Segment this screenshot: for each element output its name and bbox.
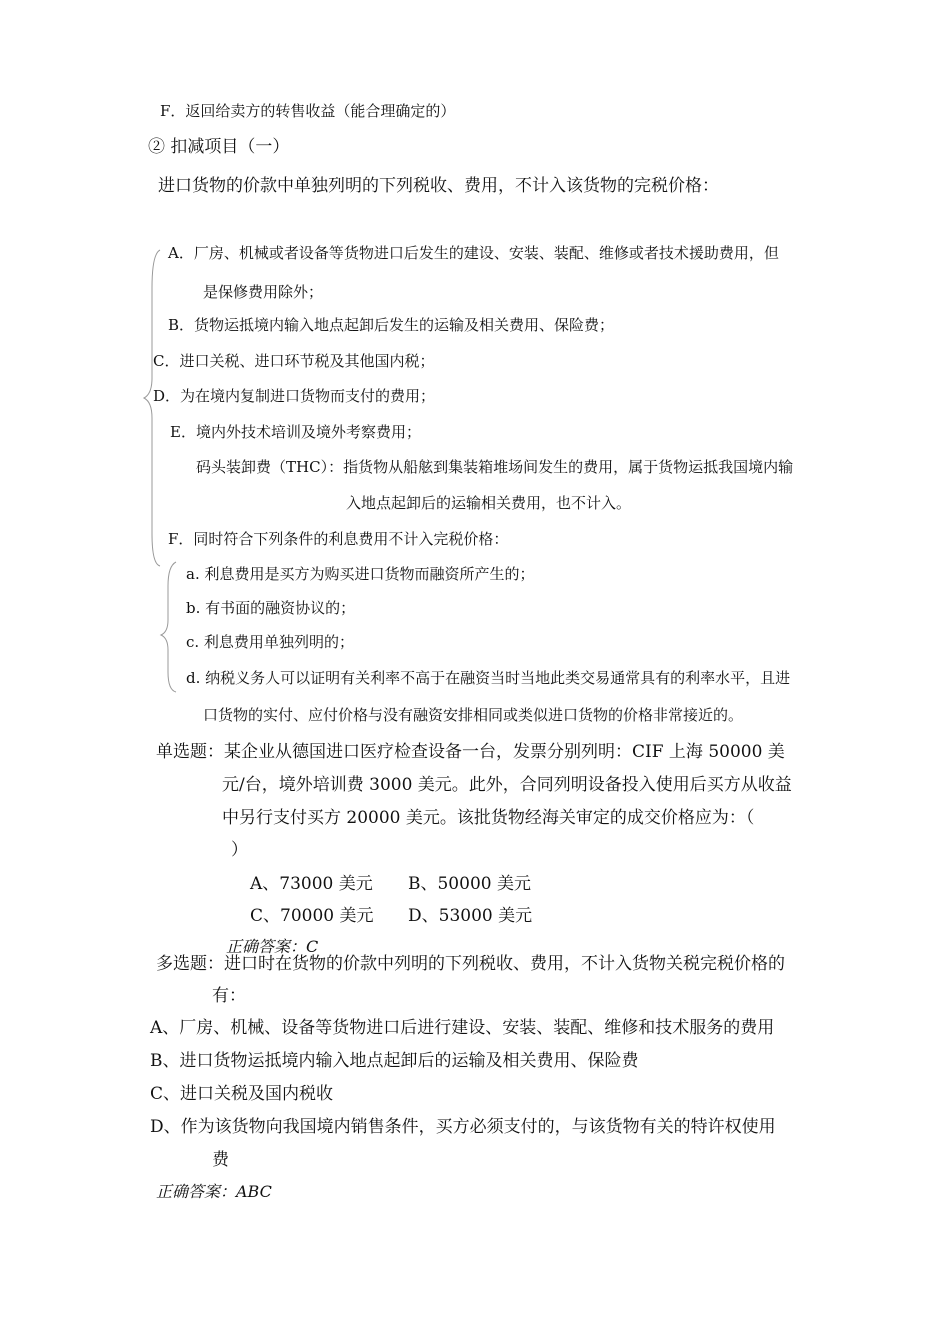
section-intro: 进口货物的价款中单独列明的下列税收、费用，不计入该货物的完税价格：: [158, 176, 719, 196]
interest-condition-a: a. 利息费用是买方为购买进口货物而融资所产生的；: [186, 565, 535, 583]
single-choice-option-b: B、50000 美元: [408, 874, 531, 894]
single-choice-option-a: A、73000 美元: [250, 874, 373, 894]
multi-choice-answer: 正确答案：ABC: [156, 1182, 272, 1201]
single-choice-answer: 正确答案：C: [226, 937, 319, 956]
section-heading: ② 扣减项目（一）: [148, 137, 290, 157]
single-choice-line3: 中另行支付买方 20000 美元。该批货物经海关审定的成交价格应为：（: [222, 808, 755, 828]
multi-choice-option-d-line1: D、作为该货物向我国境内销售条件，买方必须支付的，与该货物有关的特许权使用: [150, 1117, 776, 1137]
deduction-brace: [140, 248, 164, 568]
deduction-c: C．进口关税、进口环节税及其他国内税；: [153, 352, 435, 370]
single-choice-line4: ）: [231, 840, 248, 860]
multi-choice-option-b: B、进口货物运抵境内输入地点起卸后的运输及相关费用、保险费: [150, 1051, 639, 1071]
single-choice-line2: 元/台，境外培训费 3000 美元。此外，合同列明设备投入使用后买方从收益: [222, 775, 792, 795]
interest-condition-b: b. 有书面的融资协议的；: [186, 599, 356, 617]
multi-choice-option-c: C、进口关税及国内税收: [150, 1084, 334, 1104]
interest-condition-d-line2: 口货物的实付、应付价格与没有融资安排相同或类似进口货物的价格非常接近的。: [203, 706, 744, 724]
thc-note-line1: 码头装卸费（THC）：指货物从船舷到集装箱堆场间发生的费用，属于货物运抵我国境内输: [196, 458, 794, 476]
single-choice-line1: 单选题：某企业从德国进口医疗检查设备一台，发票分别列明：CIF 上海 50000 美: [156, 742, 785, 762]
interest-brace: [158, 560, 180, 694]
deduction-d: D．为在境内复制进口货物而支付的费用；: [153, 387, 436, 405]
deduction-f: F．同时符合下列条件的利息费用不计入完税价格：: [168, 530, 509, 548]
single-choice-option-d: D、53000 美元: [408, 906, 533, 926]
deduction-a-line2: 是保修费用除外；: [203, 283, 324, 301]
thc-note-line2: 入地点起卸后的运输相关费用，也不计入。: [346, 494, 632, 512]
multi-choice-line2: 有：: [212, 986, 246, 1006]
single-choice-option-c: C、70000 美元: [250, 906, 374, 926]
multi-choice-line1: 多选题：进口时在货物的价款中列明的下列税收、费用，不计入货物关税完税价格的: [156, 954, 785, 974]
item-f-resale-proceeds: F．返回给卖方的转售收益（能合理确定的）: [160, 102, 456, 120]
interest-condition-c: c. 利息费用单独列明的；: [186, 633, 354, 651]
multi-choice-option-a: A、厂房、机械、设备等货物进口后进行建设、安装、装配、维修和技术服务的费用: [150, 1018, 775, 1038]
interest-condition-d-line1: d. 纳税义务人可以证明有关利率不高于在融资当时当地此类交易通常具有的利率水平，且进: [186, 669, 791, 687]
deduction-e: E．境内外技术培训及境外考察费用；: [170, 423, 421, 441]
deduction-b: B．货物运抵境内输入地点起卸后发生的运输及相关费用、保险费；: [168, 316, 615, 334]
multi-choice-option-d-line2: 费: [212, 1150, 229, 1170]
deduction-a-line1: A．厂房、机械或者设备等货物进口后发生的建设、安装、装配、维修或者技术援助费用，但: [168, 244, 779, 262]
